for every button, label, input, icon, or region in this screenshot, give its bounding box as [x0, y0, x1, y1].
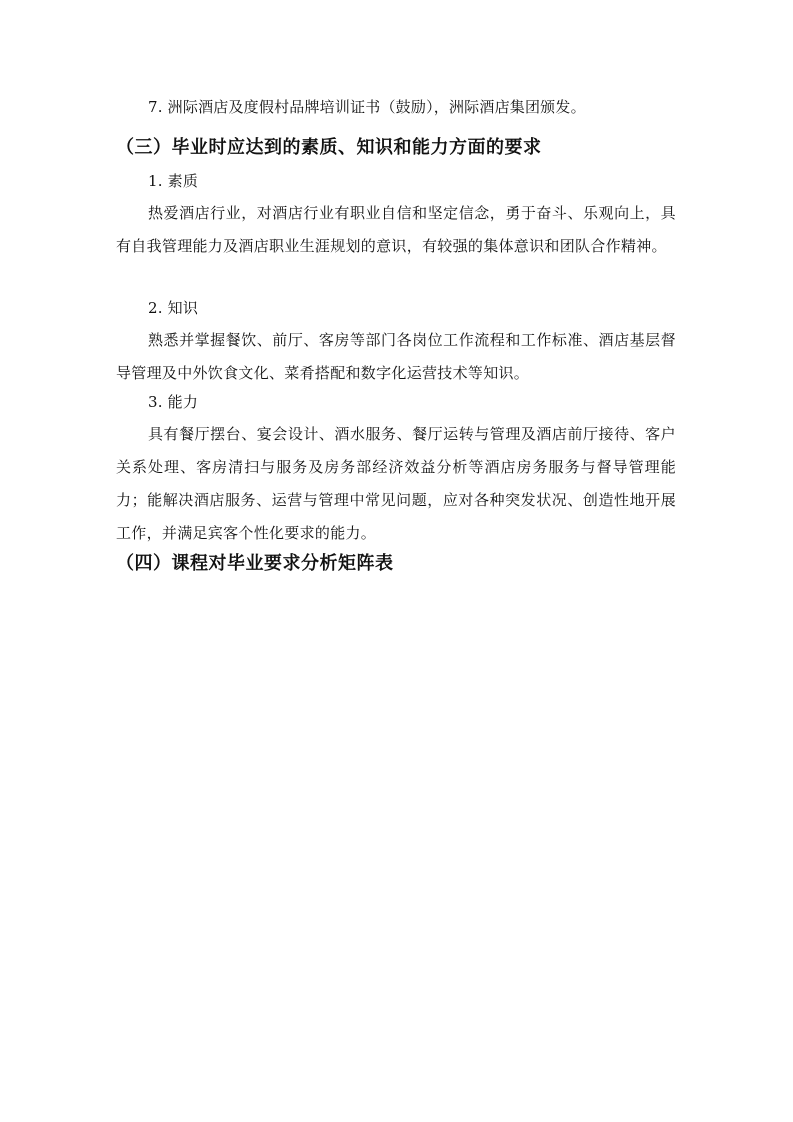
paragraph-ability: 具有餐厅摆台、宴会设计、酒水服务、餐厅运转与管理及酒店前厅接待、客户关系处理、客房清扫与服务及房务部经济效益分析等酒店房务服务与督导管理能力；能解决酒店服务、运营与管理中常见问题，应对各种突发状况、创造性地开展工作，并满足宾客个性化要求的能力。	[116, 425, 676, 542]
certificate-item-7: 7. 洲际酒店及度假村品牌培训证书（鼓励），洲际酒店集团颁发。	[148, 98, 586, 116]
subheading-quality: 1. 素质	[148, 172, 199, 190]
section-heading-requirements: （三）毕业时应达到的素质、知识和能力方面的要求	[116, 137, 542, 158]
subheading-ability: 3. 能力	[148, 393, 199, 411]
subheading-knowledge: 2. 知识	[148, 299, 199, 317]
section-heading-matrix: （四）课程对毕业要求分析矩阵表	[116, 553, 394, 574]
paragraph-quality: 热爱酒店行业，对酒店行业有职业自信和坚定信念，勇于奋斗、乐观向上，具有自我管理能力及酒店职业生涯规划的意识，有较强的集体意识和团队合作精神。	[116, 204, 676, 255]
paragraph-knowledge: 熟悉并掌握餐饮、前厅、客房等部门各岗位工作流程和工作标准、酒店基层督导管理及中外饮食文化、菜肴搭配和数字化运营技术等知识。	[116, 331, 676, 382]
